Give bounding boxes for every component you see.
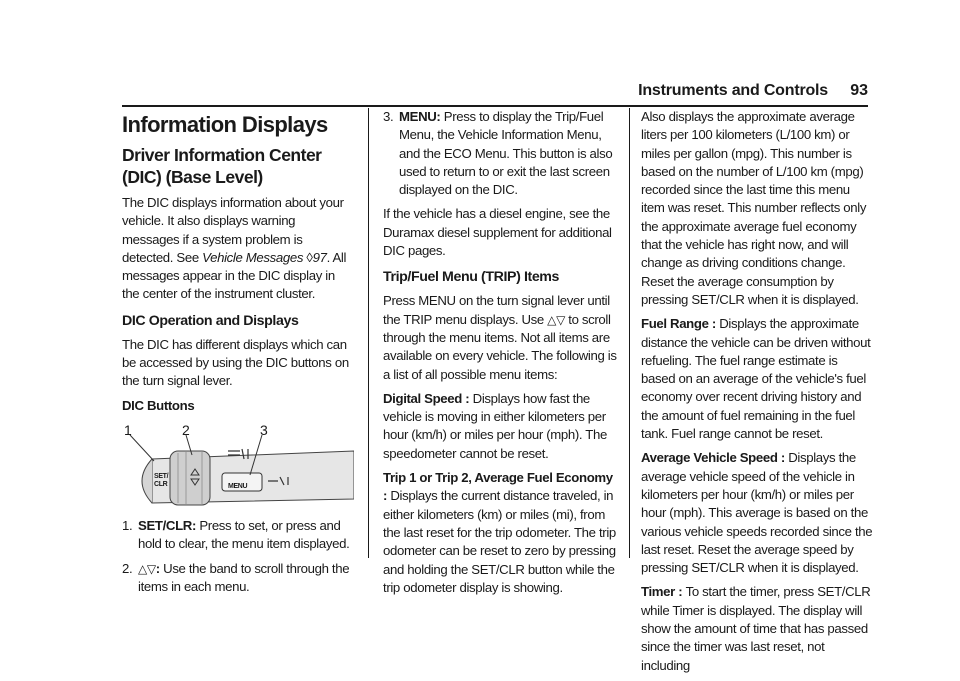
- diesel-note: If the vehicle has a diesel engine, see the Duramax diesel supplement for additional DIC pages.: [383, 206, 612, 259]
- menu-label: MENU:: [399, 109, 441, 124]
- trip-intro-text-end: to scroll through the menu items. Not all items are available on every vehicle. The following is a list of all possible menu items:: [383, 311, 617, 382]
- page-number: 93: [850, 82, 868, 99]
- dic-intro: [122, 194, 354, 304]
- avg-speed-text: Displays the average vehicle speed of the vehicle in kilometers per hour (km/h) or miles per hour (mph). This average is based on the various vehicle speeds recorded since the last reset. Reset the average speed by pressing SET/CLR when it is displayed.: [641, 450, 873, 576]
- section-heading-dic: Driver Information Center (DIC) (Base Level): [122, 145, 322, 187]
- column-1: [122, 108, 354, 602]
- fuel-range-entry: [641, 315, 873, 443]
- column-divider: [629, 108, 630, 558]
- item-text: Use the band to scroll through the items in each menu.: [138, 560, 350, 594]
- header-rule: [122, 105, 868, 107]
- vehicle-messages-link[interactable]: Vehicle Messages: [202, 249, 304, 265]
- scroll-up-icon: △: [138, 561, 147, 576]
- set-clr-button[interactable]: [154, 473, 168, 489]
- page-ref[interactable]: 97: [312, 249, 327, 265]
- fuel-range-text: Displays the approximate distance the vehicle can be driven without refueling. The fuel range estimate is based on an average of the vehicle's fuel economy over recent driving history and the amount of fuel remaining in the fuel tank. Fuel range cannot be reset.: [641, 316, 871, 442]
- digital-speed-label: Digital Speed :: [383, 390, 473, 406]
- column-3: [641, 108, 873, 681]
- callout-3: 3: [260, 421, 268, 438]
- avg-fuel-text: Also displays the approximate average liters per 100 kilometers (L/100 km) or miles per gallon (mpg). This number is based on the number of L/100 km (mpg) recorded since the last time this menu item was reset. This number reflects only the approximate average fuel economy that the vehicle has right now, and will change as driving conditions change. Reset the average consumption by pressing SET/CLR when it is displayed.: [641, 109, 867, 307]
- digital-speed-entry: [383, 390, 619, 463]
- item-text: Press to set, or press and hold to clear, the menu item displayed.: [138, 517, 350, 552]
- turn-signal-lever-illustration: [122, 421, 354, 511]
- trip-fuel-label: Trip 1 or Trip 2, Average Fuel Economy :: [383, 470, 613, 504]
- column-divider: [368, 108, 369, 558]
- buttons-heading: DIC Buttons: [122, 397, 195, 413]
- avg-speed-label: Average Vehicle Speed :: [641, 450, 789, 466]
- list-item: [122, 560, 354, 597]
- trip-fuel-text: Displays the current distance traveled, in either kilometers (km) or miles (mi), from the last reset for the trip odometer. The trip odometer can be reset to zero by pressing and holding the SET/CLR button while the trip odometer display is showing.: [383, 488, 616, 595]
- scroll-down-icon: ▽: [146, 561, 156, 576]
- callout-2: 2: [182, 421, 190, 438]
- list-item: [122, 517, 354, 554]
- digital-speed-text: Displays how fast the vehicle is moving in either kilometers per hour (km/h) or miles per hour (mph). The speedometer cannot be reset.: [383, 390, 607, 461]
- fuel-range-label: Fuel Range :: [641, 316, 720, 332]
- ops-heading: DIC Operation and Displays: [122, 312, 299, 329]
- clr-label: CLR: [154, 480, 168, 488]
- list-number: 2.: [122, 560, 133, 576]
- intro-text: The DIC displays information about your vehicle. It also displays warning messages if a system problem is detected. See: [122, 195, 344, 265]
- page-ref-icon: ◊: [306, 249, 313, 265]
- set-clr-label: SET/CLR:: [138, 517, 197, 533]
- timer-entry: [641, 583, 873, 674]
- trip-fuel-entry: [383, 469, 619, 597]
- timer-text: To start the timer, press SET/CLR while Timer is displayed. The display will show the amount of time that has passed since the timer was last reset, not including: [641, 584, 871, 673]
- menu-button[interactable]: MENU: [228, 482, 248, 490]
- dic-buttons-figure: [122, 421, 354, 511]
- item-text: Press to display the Trip/Fuel Menu, the Vehicle Information Menu, and the ECO Menu. This button is also used to return to or exit the last screen displayed on the DIC.: [399, 109, 613, 198]
- trip-intro: [383, 292, 619, 383]
- ops-text: The DIC has different displays which can be accessed by using the DIC buttons on the turn signal lever.: [122, 336, 349, 389]
- list-number: 1.: [122, 517, 133, 533]
- timer-label: Timer :: [641, 584, 686, 600]
- scroll-down-icon: ▽: [556, 312, 565, 327]
- section-title: Instruments and Controls: [638, 82, 828, 99]
- list-item: [383, 108, 619, 199]
- avg-speed-entry: [641, 449, 873, 577]
- callout-1: 1: [124, 421, 132, 438]
- page-header: [0, 82, 960, 106]
- set-label: SET/: [154, 472, 169, 480]
- band-label: :: [155, 560, 160, 576]
- list-number: 3.: [383, 109, 394, 124]
- scroll-up-icon: △: [547, 312, 557, 327]
- intro-text-end: . All messages appear in the DIC display in the center of the instrument cluster.: [122, 249, 347, 302]
- column-2: [383, 108, 619, 603]
- trip-intro-text: Press MENU on the turn signal lever until the TRIP menu displays. Use: [383, 293, 610, 327]
- trip-heading: Trip/Fuel Menu (TRIP) Items: [383, 269, 560, 286]
- page-title: Information Displays: [122, 112, 328, 137]
